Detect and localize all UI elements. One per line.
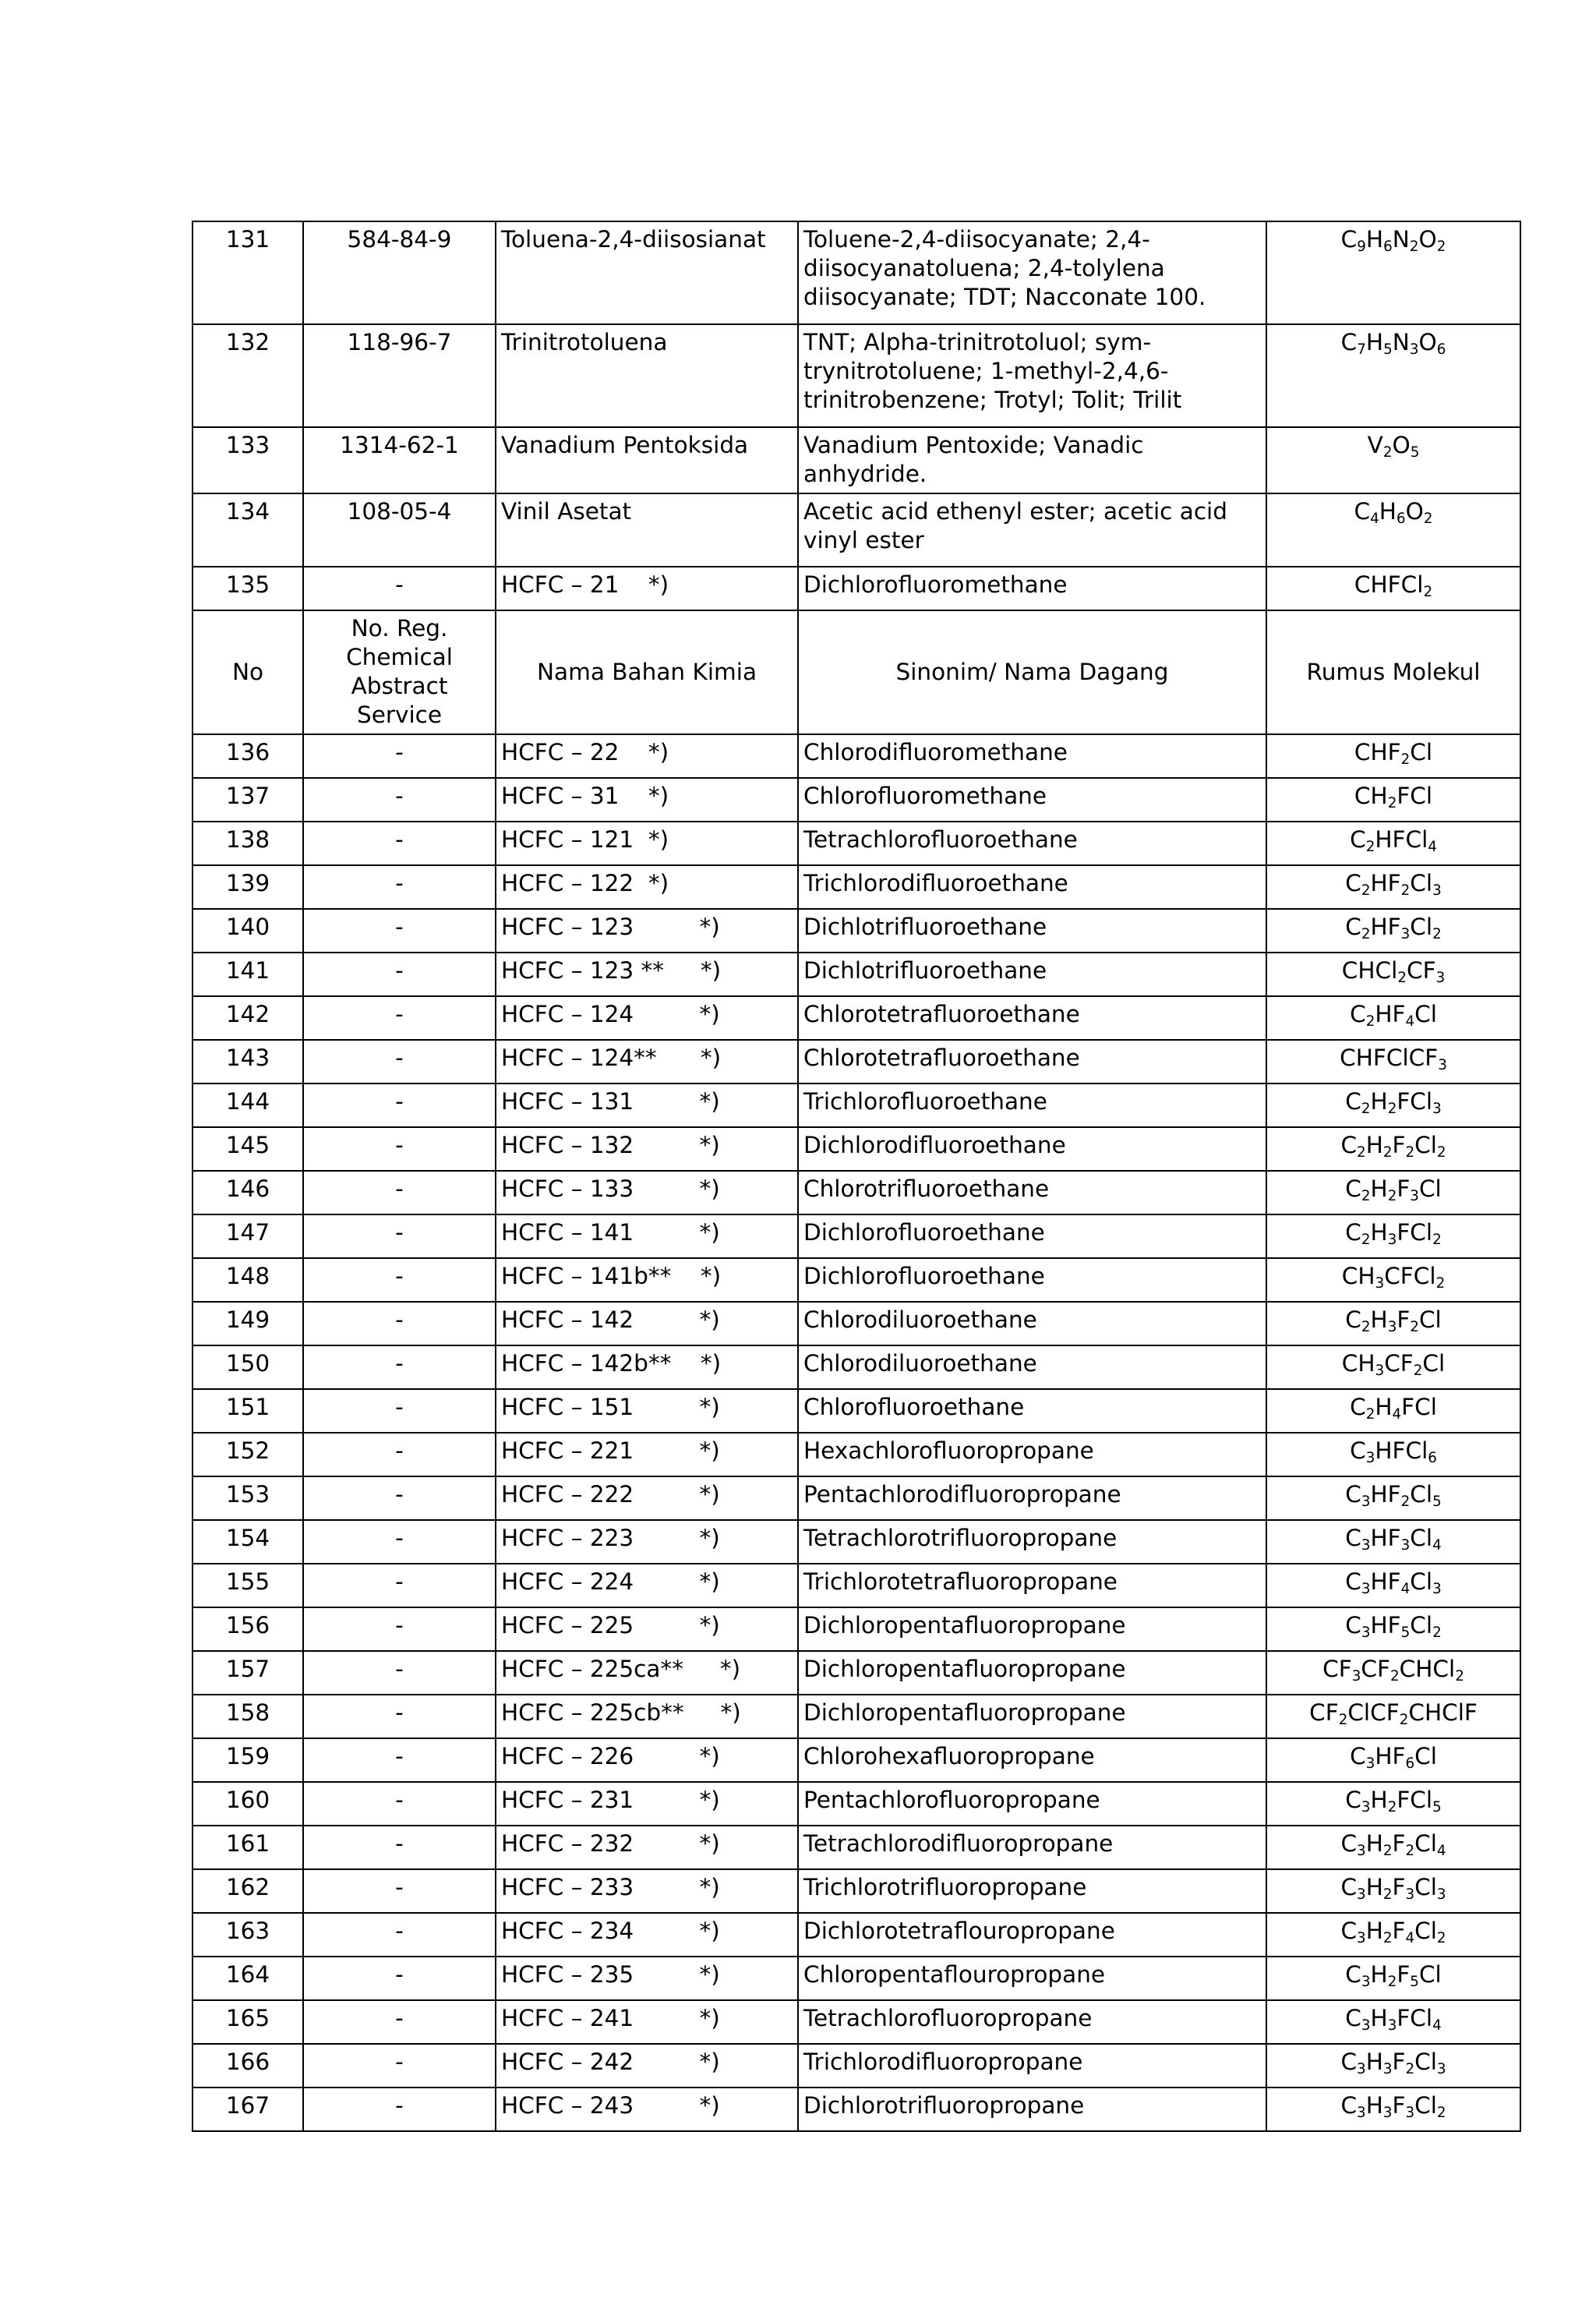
chemical-name: HCFC – 242 *) [496, 2044, 798, 2088]
synonym: Chlorodiluoroethane [798, 1345, 1266, 1389]
table-row [192, 2044, 1520, 2088]
cas-number: - [303, 567, 496, 610]
table-row [192, 493, 1520, 567]
synonym: Tetrachlorofluoroethane [798, 822, 1266, 865]
molecular-formula: $C_3HF_5Cl_2$ [1266, 1607, 1520, 1651]
synonym: Chlorohexafluoropropane [798, 1738, 1266, 1782]
molecular-formula: $V_2O_5$ [1266, 427, 1520, 493]
row-number: 162 [192, 1869, 303, 1913]
table-row [192, 996, 1520, 1040]
table-row [192, 1214, 1520, 1258]
row-number: 142 [192, 996, 303, 1040]
chemical-name: HCFC – 232 *) [496, 1826, 798, 1869]
chemical-name: HCFC – 124** *) [496, 1040, 798, 1084]
cas-number: - [303, 2044, 496, 2088]
synonym: Dichloropentafluoropropane [798, 1651, 1266, 1695]
table-row [192, 1084, 1520, 1127]
row-number: 163 [192, 1913, 303, 1957]
table-row [192, 1869, 1520, 1913]
row-number: 136 [192, 734, 303, 778]
chemical-name: HCFC – 123 ** *) [496, 953, 798, 996]
table-row [192, 567, 1520, 610]
synonym: Dichloropentafluoropropane [798, 1695, 1266, 1738]
row-number: 133 [192, 427, 303, 493]
chemical-name: HCFC – 234 *) [496, 1913, 798, 1957]
molecular-formula: CHFCl$_2$ [1266, 567, 1520, 610]
table-row [192, 1302, 1520, 1345]
synonym: Trichlorotrifluoropropane [798, 1869, 1266, 1913]
chemical-name: HCFC – 133 *) [496, 1171, 798, 1214]
synonym: Toluene-2,4-diisocyanate; 2,4-diisocyanatoluena; 2,4-tolylena diisocyanate; TDT; Nacconate 100. [798, 221, 1266, 324]
synonym: Trichlorofluoroethane [798, 1084, 1266, 1127]
row-number: 155 [192, 1564, 303, 1607]
row-number: 138 [192, 822, 303, 865]
cas-number: - [303, 1782, 496, 1826]
molecular-formula: $C_4H_6O_2$ [1266, 493, 1520, 567]
molecular-formula: $C_2H_2F_3Cl$ [1266, 1171, 1520, 1214]
cas-number: - [303, 2088, 496, 2131]
chemical-name: HCFC – 226 *) [496, 1738, 798, 1782]
row-number: 149 [192, 1302, 303, 1345]
synonym: Chlorotetrafluoroethane [798, 996, 1266, 1040]
cas-number: - [303, 1433, 496, 1476]
table-row [192, 1564, 1520, 1607]
synonym: Chlorotrifluoroethane [798, 1171, 1266, 1214]
table-header-section [192, 610, 1520, 734]
chemical-name: HCFC – 132 *) [496, 1127, 798, 1171]
synonym: Trichlorodifluoroethane [798, 865, 1266, 909]
molecular-formula: $C_2HF_4Cl$ [1266, 996, 1520, 1040]
table-row [192, 1258, 1520, 1302]
table-row [192, 865, 1520, 909]
cas-number: - [303, 865, 496, 909]
row-number: 156 [192, 1607, 303, 1651]
molecular-formula: $C_9H_6N_2O_2$ [1266, 221, 1520, 324]
header-cas: No. Reg. Chemical Abstract Service [303, 610, 496, 734]
table-row [192, 1433, 1520, 1476]
cas-number: - [303, 1389, 496, 1433]
cas-number: 118-96-7 [303, 324, 496, 427]
molecular-formula: $CHCl_2CF_3$ [1266, 953, 1520, 996]
chemical-name: HCFC – 141 *) [496, 1214, 798, 1258]
synonym: Trichlorodifluoropropane [798, 2044, 1266, 2088]
table-row [192, 427, 1520, 493]
molecular-formula: $C_3HF_2Cl_5$ [1266, 1476, 1520, 1520]
molecular-formula: $CF_2ClCF_2CHClF$ [1266, 1695, 1520, 1738]
molecular-formula: $CHF_2Cl$ [1266, 734, 1520, 778]
row-number: 146 [192, 1171, 303, 1214]
synonym: Tetrachlorotrifluoropropane [798, 1520, 1266, 1564]
row-number: 132 [192, 324, 303, 427]
table-row [192, 1738, 1520, 1782]
cas-number: - [303, 1214, 496, 1258]
molecular-formula: $C_7H_5N_3O_6$ [1266, 324, 1520, 427]
row-number: 145 [192, 1127, 303, 1171]
header-formula: Rumus Molekul [1266, 610, 1520, 734]
chemical-name: HCFC – 124 *) [496, 996, 798, 1040]
chemical-name: HCFC – 222 *) [496, 1476, 798, 1520]
table-row [192, 1826, 1520, 1869]
chemical-name: HCFC – 235 *) [496, 1957, 798, 2000]
row-number: 152 [192, 1433, 303, 1476]
molecular-formula: $C_3H_3F_2Cl_3$ [1266, 2044, 1520, 2088]
synonym: Trichlorotetrafluoropropane [798, 1564, 1266, 1607]
molecular-formula: CHFClCF$_3$ [1266, 1040, 1520, 1084]
cas-number: - [303, 1040, 496, 1084]
table-row [192, 909, 1520, 953]
cas-number: - [303, 734, 496, 778]
synonym: Tetrachlorodifluoropropane [798, 1826, 1266, 1869]
chemical-name: HCFC – 233 *) [496, 1869, 798, 1913]
header-name: Nama Bahan Kimia [496, 610, 798, 734]
synonym: Dichlorofluoroethane [798, 1214, 1266, 1258]
table-header-row [192, 610, 1520, 734]
table-row [192, 324, 1520, 427]
chemical-name: HCFC – 241 *) [496, 2000, 798, 2044]
cas-number: - [303, 996, 496, 1040]
synonym: Pentachlorodifluoropropane [798, 1476, 1266, 1520]
chemical-name: Vanadium Pentoksida [496, 427, 798, 493]
cas-number: - [303, 1476, 496, 1520]
chemical-name: HCFC – 122 *) [496, 865, 798, 909]
molecular-formula: $C_3HF_6Cl$ [1266, 1738, 1520, 1782]
synonym: Acetic acid ethenyl ester; acetic acid vinyl ester [798, 493, 1266, 567]
cas-number: - [303, 2000, 496, 2044]
table-row [192, 1913, 1520, 1957]
table-row [192, 1127, 1520, 1171]
table-row [192, 1651, 1520, 1695]
row-number: 151 [192, 1389, 303, 1433]
chemical-name: HCFC – 231 *) [496, 1782, 798, 1826]
synonym: Pentachlorofluoropropane [798, 1782, 1266, 1826]
synonym: Dichlorotetraflouropropane [798, 1913, 1266, 1957]
cas-number: - [303, 822, 496, 865]
synonym: Tetrachlorofluoropropane [798, 2000, 1266, 2044]
molecular-formula: $C_3H_3F_3Cl_2$ [1266, 2088, 1520, 2131]
synonym: Chloropentaflouropropane [798, 1957, 1266, 2000]
molecular-formula: $C_2H_3FCl_2$ [1266, 1214, 1520, 1258]
row-number: 137 [192, 778, 303, 822]
molecular-formula: $C_3H_2F_4Cl_2$ [1266, 1913, 1520, 1957]
row-number: 135 [192, 567, 303, 610]
table-row [192, 1345, 1520, 1389]
synonym: Dichlorofluoroethane [798, 1258, 1266, 1302]
molecular-formula: $CH_3CF_2Cl$ [1266, 1345, 1520, 1389]
header-no: No [192, 610, 303, 734]
row-number: 134 [192, 493, 303, 567]
cas-number: - [303, 1957, 496, 2000]
chemical-name: Toluena-2,4-diisosianat [496, 221, 798, 324]
cas-number: - [303, 1607, 496, 1651]
cas-number: 108-05-4 [303, 493, 496, 567]
table-body-lower [192, 734, 1520, 2131]
table-body-upper [192, 221, 1520, 610]
table-row [192, 2000, 1520, 2044]
row-number: 148 [192, 1258, 303, 1302]
cas-number: - [303, 778, 496, 822]
cas-number: - [303, 1564, 496, 1607]
cas-number: - [303, 953, 496, 996]
molecular-formula: $CF_3CF_2CHCl_2$ [1266, 1651, 1520, 1695]
synonym: Hexachlorofluoropropane [798, 1433, 1266, 1476]
row-number: 167 [192, 2088, 303, 2131]
molecular-formula: $C_2HF_2Cl_3$ [1266, 865, 1520, 909]
row-number: 165 [192, 2000, 303, 2044]
table-row [192, 1389, 1520, 1433]
table-row [192, 1520, 1520, 1564]
cas-number: - [303, 1302, 496, 1345]
synonym: Dichlorofluoromethane [798, 567, 1266, 610]
synonym: Chlorofluoroethane [798, 1389, 1266, 1433]
table-row [192, 1040, 1520, 1084]
molecular-formula: $C_2HFCl_4$ [1266, 822, 1520, 865]
table-row [192, 1782, 1520, 1826]
row-number: 131 [192, 221, 303, 324]
cas-number: - [303, 1345, 496, 1389]
chemical-name: HCFC – 22 *) [496, 734, 798, 778]
chemical-name: HCFC – 31 *) [496, 778, 798, 822]
molecular-formula: $C_3HFCl_6$ [1266, 1433, 1520, 1476]
row-number: 140 [192, 909, 303, 953]
row-number: 144 [192, 1084, 303, 1127]
cas-number: 1314-62-1 [303, 427, 496, 493]
row-number: 159 [192, 1738, 303, 1782]
row-number: 157 [192, 1651, 303, 1695]
table-row [192, 1171, 1520, 1214]
row-number: 139 [192, 865, 303, 909]
molecular-formula: $C_3H_2FCl_5$ [1266, 1782, 1520, 1826]
cas-number: - [303, 1695, 496, 1738]
chemical-name: HCFC – 123 *) [496, 909, 798, 953]
cas-number: - [303, 1084, 496, 1127]
synonym: TNT; Alpha-trinitrotoluol; sym-trynitrotoluene; 1-methyl-2,4,6-trinitrobenzene; Trotyl; Tolit; Trilit [798, 324, 1266, 427]
table-row [192, 822, 1520, 865]
row-number: 160 [192, 1782, 303, 1826]
chemical-name: Vinil Asetat [496, 493, 798, 567]
cas-number: - [303, 1127, 496, 1171]
synonym: Dichlorodifluoroethane [798, 1127, 1266, 1171]
chemical-name: HCFC – 121 *) [496, 822, 798, 865]
table-row [192, 221, 1520, 324]
chemical-name: HCFC – 131 *) [496, 1084, 798, 1127]
molecular-formula: $C_2H_2F_2Cl_2$ [1266, 1127, 1520, 1171]
cas-number: 584-84-9 [303, 221, 496, 324]
synonym: Chlorofluoromethane [798, 778, 1266, 822]
molecular-formula: $C_3H_2F_5Cl$ [1266, 1957, 1520, 2000]
synonym: Vanadium Pentoxide; Vanadic anhydride. [798, 427, 1266, 493]
chemical-name: HCFC – 151 *) [496, 1389, 798, 1433]
cas-number: - [303, 1171, 496, 1214]
synonym: Chlorodiluoroethane [798, 1302, 1266, 1345]
row-number: 158 [192, 1695, 303, 1738]
row-number: 164 [192, 1957, 303, 2000]
table-row [192, 1607, 1520, 1651]
molecular-formula: $C_3H_2F_3Cl_3$ [1266, 1869, 1520, 1913]
cas-number: - [303, 1738, 496, 1782]
synonym: Dichlotrifluoroethane [798, 909, 1266, 953]
table-row [192, 1957, 1520, 2000]
chemical-name: HCFC – 142b** *) [496, 1345, 798, 1389]
chemical-name: HCFC – 225 *) [496, 1607, 798, 1651]
molecular-formula: $C_2H_4FCl$ [1266, 1389, 1520, 1433]
chemical-name: HCFC – 243 *) [496, 2088, 798, 2131]
table-row [192, 1476, 1520, 1520]
cas-number: - [303, 1826, 496, 1869]
row-number: 150 [192, 1345, 303, 1389]
row-number: 147 [192, 1214, 303, 1258]
cas-number: - [303, 1520, 496, 1564]
chemical-name: HCFC – 225ca** *) [496, 1651, 798, 1695]
chemical-name: HCFC – 142 *) [496, 1302, 798, 1345]
synonym: Dichlorotrifluoropropane [798, 2088, 1266, 2131]
chemical-name: HCFC – 224 *) [496, 1564, 798, 1607]
table-row [192, 734, 1520, 778]
row-number: 143 [192, 1040, 303, 1084]
row-number: 161 [192, 1826, 303, 1869]
table-row [192, 2088, 1520, 2131]
chemical-name: Trinitrotoluena [496, 324, 798, 427]
chemical-name: HCFC – 21 *) [496, 567, 798, 610]
chemical-name: HCFC – 141b** *) [496, 1258, 798, 1302]
cas-number: - [303, 1258, 496, 1302]
chemical-name: HCFC – 225cb** *) [496, 1695, 798, 1738]
table-row [192, 953, 1520, 996]
row-number: 153 [192, 1476, 303, 1520]
molecular-formula: $C_3H_3FCl_4$ [1266, 2000, 1520, 2044]
molecular-formula: $C_2H_3F_2Cl$ [1266, 1302, 1520, 1345]
synonym: Dichloropentafluoropropane [798, 1607, 1266, 1651]
row-number: 154 [192, 1520, 303, 1564]
cas-number: - [303, 1869, 496, 1913]
chemical-name: HCFC – 221 *) [496, 1433, 798, 1476]
row-number: 141 [192, 953, 303, 996]
row-number: 166 [192, 2044, 303, 2088]
cas-number: - [303, 909, 496, 953]
molecular-formula: $C_2H_2FCl_3$ [1266, 1084, 1520, 1127]
molecular-formula: $C_2HF_3Cl_2$ [1266, 909, 1520, 953]
cas-number: - [303, 1651, 496, 1695]
molecular-formula: $CH_2FCl$ [1266, 778, 1520, 822]
cas-number: - [303, 1913, 496, 1957]
molecular-formula: $C_3HF_4Cl_3$ [1266, 1564, 1520, 1607]
molecular-formula: $CH_3CFCl_2$ [1266, 1258, 1520, 1302]
synonym: Chlorodifluoromethane [798, 734, 1266, 778]
synonym: Dichlotrifluoroethane [798, 953, 1266, 996]
molecular-formula: $C_3HF_3Cl_4$ [1266, 1520, 1520, 1564]
chemical-table [192, 221, 1521, 2132]
synonym: Chlorotetrafluoroethane [798, 1040, 1266, 1084]
chemical-name: HCFC – 223 *) [496, 1520, 798, 1564]
table-row [192, 1695, 1520, 1738]
header-synonym: Sinonim/ Nama Dagang [798, 610, 1266, 734]
molecular-formula: $C_3H_2F_2Cl_4$ [1266, 1826, 1520, 1869]
table-row [192, 778, 1520, 822]
